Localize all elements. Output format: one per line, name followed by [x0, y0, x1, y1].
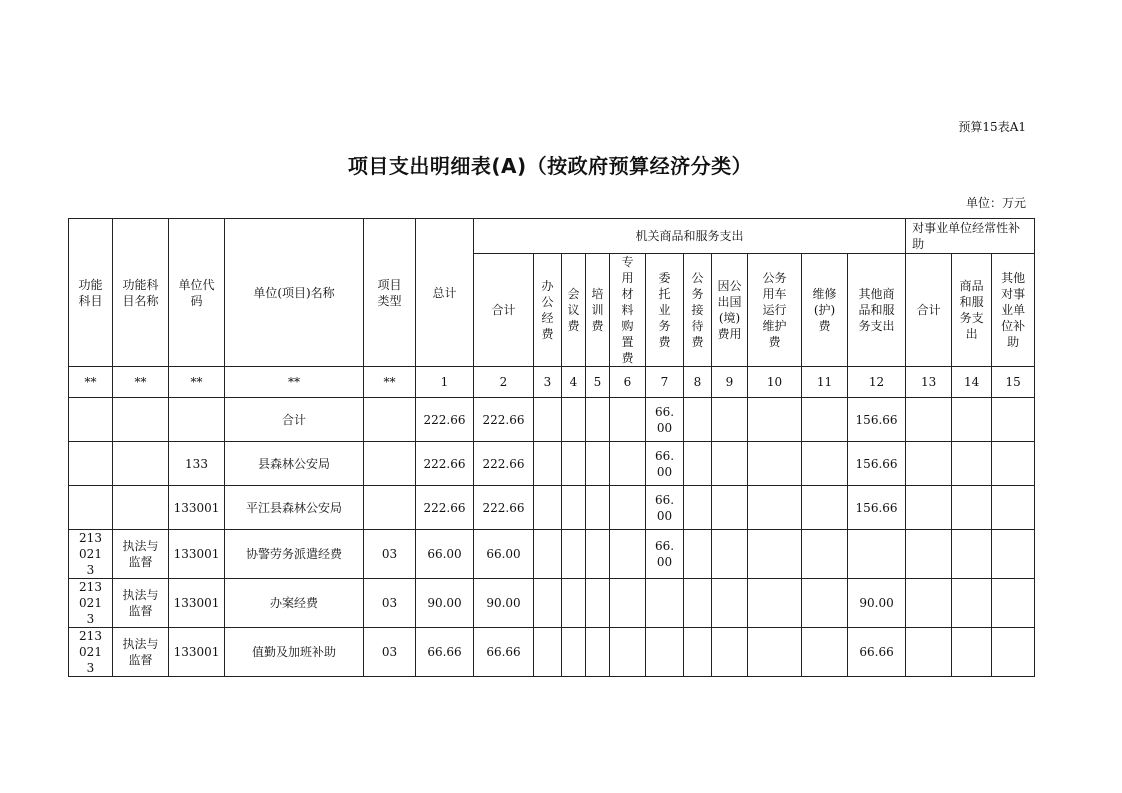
cell-func-name: 执法与监督	[113, 628, 169, 677]
table-row	[69, 398, 1035, 442]
cell-unit-code: 133001	[169, 579, 225, 628]
cell-empty	[802, 442, 848, 486]
cell-empty	[586, 486, 610, 530]
cell-empty	[712, 486, 748, 530]
code-cell: 4	[562, 367, 586, 398]
cell-name: 值勤及加班补助	[225, 628, 364, 677]
cell-type: 03	[364, 530, 416, 579]
code-cell: 11	[802, 367, 848, 398]
cell-empty	[534, 628, 562, 677]
header-group-subsidy: 对事业单位经常性补助	[906, 219, 1035, 254]
code-cell: 9	[712, 367, 748, 398]
cell-other-goods: 156.66	[848, 398, 906, 442]
table-row	[69, 442, 1035, 486]
cell-empty	[562, 398, 586, 442]
cell-empty	[906, 579, 952, 628]
cell-empty	[952, 530, 992, 579]
cell-empty	[712, 530, 748, 579]
cell-unit-code: 133001	[169, 530, 225, 579]
cell-empty	[748, 486, 802, 530]
cell-empty	[906, 442, 952, 486]
cell-type: 03	[364, 579, 416, 628]
cell-total: 66.00	[416, 530, 474, 579]
cell-other-goods: 156.66	[848, 486, 906, 530]
cell-func-code	[69, 398, 113, 442]
code-cell: 3	[534, 367, 562, 398]
cell-empty	[906, 530, 952, 579]
code-cell: 7	[646, 367, 684, 398]
cell-empty	[712, 442, 748, 486]
cell-empty	[712, 398, 748, 442]
form-number: 预算15表A1	[958, 120, 1026, 134]
table-row	[69, 628, 1035, 677]
code-cell: 10	[748, 367, 802, 398]
header-vehicle: 公务用车运行维护费	[748, 254, 802, 367]
cell-unit-code: 133	[169, 442, 225, 486]
cell-empty	[748, 530, 802, 579]
expenditure-table	[68, 218, 1035, 677]
cell-empty	[684, 628, 712, 677]
cell-empty	[586, 579, 610, 628]
cell-sub-total: 66.66	[474, 628, 534, 677]
cell-name: 办案经费	[225, 579, 364, 628]
cell-type	[364, 442, 416, 486]
cell-empty	[748, 442, 802, 486]
code-cell: 2	[474, 367, 534, 398]
cell-unit-code	[169, 398, 225, 442]
cell-empty	[802, 530, 848, 579]
cell-empty	[562, 628, 586, 677]
header-goods-services: 商品和服务支出	[952, 254, 992, 367]
cell-commission: 66.00	[646, 442, 684, 486]
cell-unit-code: 133001	[169, 628, 225, 677]
header-materials: 专用材料购置费	[610, 254, 646, 367]
cell-empty	[952, 442, 992, 486]
cell-empty	[610, 486, 646, 530]
cell-empty	[802, 398, 848, 442]
cell-empty	[802, 486, 848, 530]
cell-empty	[610, 579, 646, 628]
cell-empty	[684, 530, 712, 579]
cell-empty	[586, 398, 610, 442]
cell-empty	[952, 579, 992, 628]
code-cell: **	[113, 367, 169, 398]
cell-empty	[610, 628, 646, 677]
header-total: 总计	[416, 219, 474, 367]
cell-sub-total: 222.66	[474, 486, 534, 530]
cell-other-goods: 90.00	[848, 579, 906, 628]
cell-func-code	[69, 442, 113, 486]
cell-unit-code: 133001	[169, 486, 225, 530]
cell-func-name: 执法与监督	[113, 579, 169, 628]
cell-name: 协警劳务派遣经费	[225, 530, 364, 579]
cell-empty	[748, 628, 802, 677]
cell-empty	[952, 628, 992, 677]
header-repair: 维修(护)费	[802, 254, 848, 367]
cell-total: 222.66	[416, 486, 474, 530]
header-group-goods: 机关商品和服务支出	[474, 219, 906, 254]
cell-empty	[610, 442, 646, 486]
cell-empty	[610, 530, 646, 579]
header-func-code: 功能科目	[69, 219, 113, 367]
cell-empty	[534, 398, 562, 442]
header-reception: 公务接待费	[684, 254, 712, 367]
cell-empty	[562, 486, 586, 530]
cell-empty	[906, 398, 952, 442]
cell-commission	[646, 579, 684, 628]
table-row	[69, 530, 1035, 579]
cell-total: 222.66	[416, 442, 474, 486]
code-cell: **	[225, 367, 364, 398]
cell-func-code: 2130213	[69, 579, 113, 628]
cell-empty	[684, 579, 712, 628]
cell-empty	[534, 579, 562, 628]
cell-empty	[534, 530, 562, 579]
cell-other-goods: 66.66	[848, 628, 906, 677]
cell-type	[364, 398, 416, 442]
cell-empty	[802, 628, 848, 677]
header-unit-code: 单位代码	[169, 219, 225, 367]
cell-empty	[952, 486, 992, 530]
header-other-subsidy: 其他对事业单位补助	[992, 254, 1035, 367]
code-cell: 5	[586, 367, 610, 398]
cell-func-code: 2130213	[69, 530, 113, 579]
header-proj-type: 项目类型	[364, 219, 416, 367]
cell-func-name	[113, 486, 169, 530]
cell-name: 合计	[225, 398, 364, 442]
header-commission: 委托业务费	[646, 254, 684, 367]
cell-sub-total: 222.66	[474, 442, 534, 486]
cell-func-code	[69, 486, 113, 530]
header-training: 培训费	[586, 254, 610, 367]
cell-commission: 66.00	[646, 530, 684, 579]
page-title: 项目支出明细表(A)（按政府预算经济分类）	[347, 154, 753, 178]
cell-commission: 66.00	[646, 486, 684, 530]
header-unit-name: 单位(项目)名称	[225, 219, 364, 367]
cell-empty	[906, 628, 952, 677]
cell-empty	[562, 442, 586, 486]
code-cell: 14	[952, 367, 992, 398]
header-office: 办公经费	[534, 254, 562, 367]
code-cell: **	[364, 367, 416, 398]
cell-name: 县森林公安局	[225, 442, 364, 486]
cell-empty	[992, 398, 1035, 442]
cell-empty	[684, 486, 712, 530]
cell-commission: 66.00	[646, 398, 684, 442]
code-cell: **	[69, 367, 113, 398]
cell-empty	[610, 398, 646, 442]
unit-label: 单位：万元	[965, 196, 1026, 210]
cell-total: 66.66	[416, 628, 474, 677]
cell-type	[364, 486, 416, 530]
cell-empty	[586, 442, 610, 486]
cell-empty	[586, 628, 610, 677]
header-abroad: 因公出国(境)费用	[712, 254, 748, 367]
cell-empty	[992, 530, 1035, 579]
header-sub-total2: 合计	[906, 254, 952, 367]
cell-name: 平江县森林公安局	[225, 486, 364, 530]
cell-empty	[684, 398, 712, 442]
cell-empty	[992, 628, 1035, 677]
cell-total: 222.66	[416, 398, 474, 442]
cell-func-name: 执法与监督	[113, 530, 169, 579]
cell-empty	[992, 442, 1035, 486]
code-cell: 6	[610, 367, 646, 398]
cell-empty	[952, 398, 992, 442]
header-other-goods: 其他商品和服务支出	[848, 254, 906, 367]
code-row	[69, 367, 1035, 398]
table-row	[69, 579, 1035, 628]
cell-sub-total: 222.66	[474, 398, 534, 442]
header-sub-total: 合计	[474, 254, 534, 367]
header-row-group	[69, 219, 1035, 254]
cell-empty	[992, 579, 1035, 628]
cell-func-name	[113, 398, 169, 442]
cell-func-code: 2130213	[69, 628, 113, 677]
cell-empty	[562, 530, 586, 579]
cell-empty	[712, 579, 748, 628]
cell-empty	[534, 442, 562, 486]
cell-empty	[562, 579, 586, 628]
code-cell: 13	[906, 367, 952, 398]
code-cell: 12	[848, 367, 906, 398]
cell-sub-total: 90.00	[474, 579, 534, 628]
cell-type: 03	[364, 628, 416, 677]
cell-other-goods	[848, 530, 906, 579]
code-cell: **	[169, 367, 225, 398]
cell-commission	[646, 628, 684, 677]
cell-empty	[712, 628, 748, 677]
cell-total: 90.00	[416, 579, 474, 628]
code-cell: 15	[992, 367, 1035, 398]
table-row	[69, 486, 1035, 530]
cell-func-name	[113, 442, 169, 486]
header-func-name: 功能科目名称	[113, 219, 169, 367]
code-cell: 8	[684, 367, 712, 398]
code-cell: 1	[416, 367, 474, 398]
cell-sub-total: 66.00	[474, 530, 534, 579]
header-meeting: 会议费	[562, 254, 586, 367]
cell-empty	[534, 486, 562, 530]
cell-empty	[802, 579, 848, 628]
cell-empty	[992, 486, 1035, 530]
cell-empty	[684, 442, 712, 486]
cell-empty	[906, 486, 952, 530]
cell-empty	[586, 530, 610, 579]
cell-empty	[748, 398, 802, 442]
cell-other-goods: 156.66	[848, 442, 906, 486]
cell-empty	[748, 579, 802, 628]
